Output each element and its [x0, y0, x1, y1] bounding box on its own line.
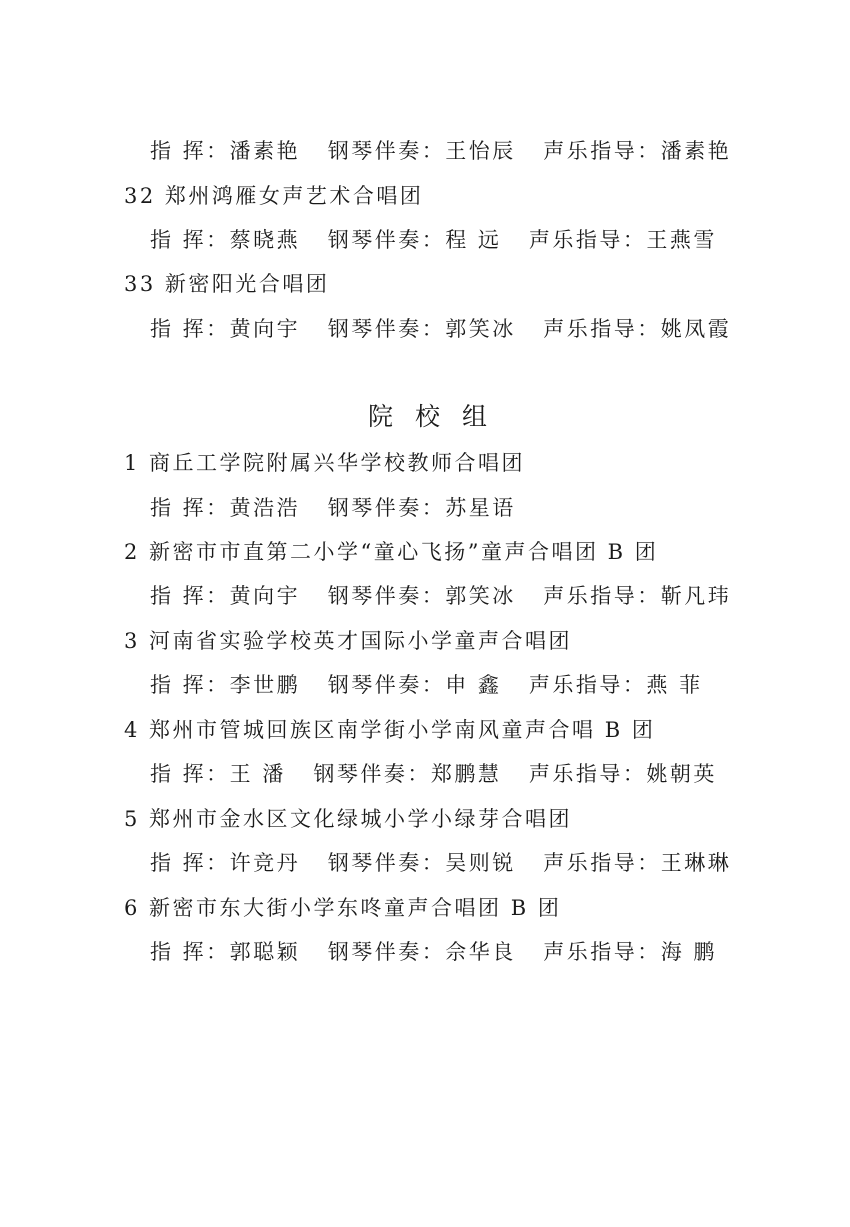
- choir-entry: 3 河南省实验学校英才国际小学童声合唱团: [124, 629, 573, 653]
- choir-entry: 4 郑州市管城回族区南学街小学南风童声合唱 B 团: [124, 718, 656, 742]
- conductor-line: 指 挥：李世鹏 钢琴伴奏：申 鑫 声乐指导：燕 菲: [150, 673, 703, 697]
- conductor-line: 指 挥：王 潘 钢琴伴奏：郑鹏慧 声乐指导：姚朝英: [150, 762, 717, 786]
- choir-entry: 5 郑州市金水区文化绿城小学小绿芽合唱团: [124, 807, 573, 831]
- section-title: 院 校 组: [368, 402, 494, 431]
- choir-entry: 2 新密市市直第二小学“童心飞扬”童声合唱团 B 团: [124, 540, 659, 564]
- conductor-line: 指 挥：许竞丹 钢琴伴奏：吴则锐 声乐指导：王琳琳: [150, 851, 732, 875]
- conductor-line: 指 挥：黄向宇 钢琴伴奏：郭笑冰 声乐指导：姚凤霞: [150, 317, 732, 341]
- choir-entry: 6 新密市东大街小学东咚童声合唱团 B 团: [124, 896, 562, 920]
- conductor-line: 指 挥：黄浩浩 钢琴伴奏：苏星语: [150, 496, 516, 520]
- choir-entry: 1 商丘工学院附属兴华学校教师合唱团: [124, 451, 526, 475]
- conductor-line: 指 挥：黄向宇 钢琴伴奏：郭笑冰 声乐指导：靳凡玮: [150, 584, 732, 608]
- conductor-line: 指 挥：蔡晓燕 钢琴伴奏：程 远 声乐指导：王燕雪: [150, 228, 717, 252]
- choir-entry: 32 郑州鸿雁女声艺术合唱团: [124, 184, 424, 208]
- conductor-line: 指 挥：潘素艳 钢琴伴奏：王怡辰 声乐指导：潘素艳: [150, 139, 732, 163]
- choir-entry: 33 新密阳光合唱团: [124, 272, 330, 296]
- conductor-line: 指 挥：郭聪颖 钢琴伴奏：佘华良 声乐指导：海 鹏: [150, 940, 717, 964]
